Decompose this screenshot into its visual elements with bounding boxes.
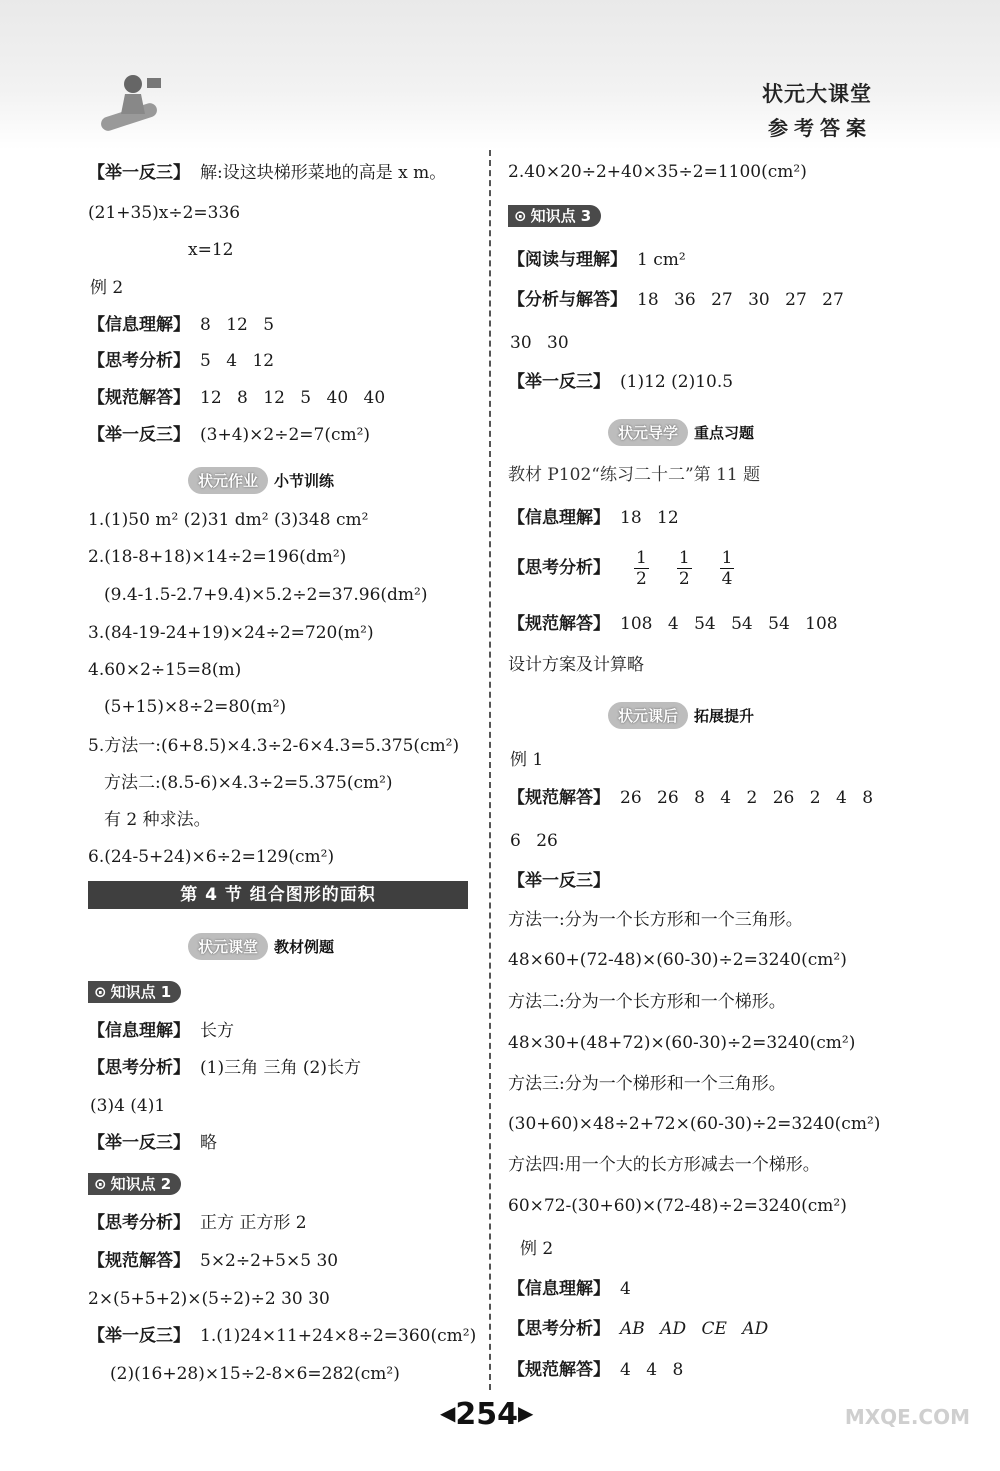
tag: 【信息理解】 xyxy=(508,508,610,528)
tag: 【规范解答】 xyxy=(508,1360,610,1380)
answer-row xyxy=(88,1060,361,1077)
answer-row xyxy=(88,1215,307,1232)
badge-label: 知识点 1 xyxy=(110,983,172,1001)
tag: 【分析与解答】 xyxy=(508,290,627,310)
answer-row xyxy=(508,1362,683,1379)
answer-row xyxy=(508,873,620,890)
section-header xyxy=(188,933,334,961)
column-divider xyxy=(489,150,491,1390)
answer-text: 略 xyxy=(200,1133,217,1153)
fraction-numerator: 1 xyxy=(721,548,733,568)
section-header xyxy=(608,419,754,447)
section-pill: 状元课堂 xyxy=(188,933,268,960)
answer-text: 18 36 27 30 27 27 xyxy=(637,290,844,310)
answer-line: 4.60×2÷15=8(m) xyxy=(88,660,242,680)
example-label: 例 2 xyxy=(520,1239,554,1259)
brand-title: 状元大课堂 xyxy=(762,82,872,106)
answer-row xyxy=(88,1135,217,1152)
answer-row xyxy=(88,1328,476,1345)
fraction xyxy=(677,548,692,589)
answer-text: 1 cm² xyxy=(637,250,686,270)
fraction-denominator: 2 xyxy=(678,569,690,589)
answer-text: 108 4 54 54 54 108 xyxy=(620,614,838,634)
tag: 【举一反三】 xyxy=(508,372,610,392)
equation: (21+35)x÷2=336 xyxy=(88,203,241,223)
answer-text: 18 12 xyxy=(620,508,679,528)
tag: 【思考分析】 xyxy=(508,1319,610,1339)
section-header xyxy=(608,702,754,730)
example-label: 例 2 xyxy=(90,278,124,298)
fraction xyxy=(634,548,649,589)
tag: 【信息理解】 xyxy=(88,315,190,335)
section-pill: 状元导学 xyxy=(608,419,688,446)
answer-line: 2×(5+5+2)×(5÷2)÷2 30 30 xyxy=(88,1289,330,1309)
fraction-denominator: 2 xyxy=(636,569,647,589)
answer-row xyxy=(508,790,873,807)
answer-text: (1)12 (2)10.5 xyxy=(620,372,734,392)
tag: 【信息理解】 xyxy=(88,1021,190,1041)
tag: 【思考分析】 xyxy=(88,351,190,371)
tag: 【举一反三】 xyxy=(88,1326,190,1346)
section-subtitle: 小节训练 xyxy=(274,472,335,490)
answer-text: 8 12 5 xyxy=(200,315,275,335)
answer-text: 解:设这块梯形菜地的高是 x m。 xyxy=(200,163,447,183)
answer-row xyxy=(508,292,844,309)
answer-line: 6 26 xyxy=(510,831,558,851)
watermark: MXQE.COM xyxy=(844,1405,970,1429)
answer-line: 方法二:(8.5-6)×4.3÷2=5.375(cm²) xyxy=(104,773,393,793)
answer-row xyxy=(508,374,733,391)
example-label: 例 1 xyxy=(510,750,544,770)
answer-row xyxy=(88,317,274,334)
answer-text: 4 4 8 xyxy=(620,1360,684,1380)
answer-line: 30 30 xyxy=(510,333,569,353)
answer-row xyxy=(88,390,385,407)
answer-row xyxy=(88,353,274,370)
answer-line: 6.(24-5+24)×6÷2=129(cm²) xyxy=(88,847,335,867)
answer-text: 1.(1)24×11+24×8÷2=360(cm²) xyxy=(200,1326,477,1346)
section-subtitle: 拓展提升 xyxy=(694,707,755,725)
tag: 【信息理解】 xyxy=(508,1279,610,1299)
tag: 【举一反三】 xyxy=(88,425,190,445)
answer-text: 26 26 8 4 2 26 2 4 8 xyxy=(620,788,874,808)
answer-row xyxy=(88,427,370,444)
answer-text: 4 xyxy=(620,1279,631,1299)
tag: 【举一反三】 xyxy=(88,1133,190,1153)
section-subtitle: 教材例题 xyxy=(274,938,335,956)
badge-label: 知识点 3 xyxy=(530,207,592,225)
answer-text: 12 8 12 5 40 40 xyxy=(200,388,386,408)
circle-arrow-icon: ⊙ xyxy=(514,207,527,225)
method-formula: (30+60)×48÷2+72×(60-30)÷2=3240(cm²) xyxy=(508,1114,881,1134)
fraction-numerator: 1 xyxy=(678,548,690,568)
method-label: 方法四:用一个大的长方形减去一个梯形。 xyxy=(508,1155,820,1175)
left-line-1 xyxy=(88,165,446,182)
section-subtitle: 重点习题 xyxy=(694,424,755,442)
answer-line: 2.(18-8+18)×14÷2=196(dm²) xyxy=(88,547,347,567)
answer-text: 5 4 12 xyxy=(200,351,275,371)
answer-line: 设计方案及计算略 xyxy=(508,655,644,675)
fraction xyxy=(720,548,735,589)
tag: 【规范解答】 xyxy=(508,788,610,808)
method-label: 方法三:分为一个梯形和一个三角形。 xyxy=(508,1074,786,1094)
answer-row xyxy=(508,616,838,633)
tag: 【规范解答】 xyxy=(88,1251,190,1271)
answer-row xyxy=(508,548,748,589)
tag: 【规范解答】 xyxy=(508,614,610,634)
answer-text: 正方 正方形 2 xyxy=(200,1213,307,1233)
badge-label: 知识点 2 xyxy=(110,1175,172,1193)
knowledge-point-badge xyxy=(508,205,601,227)
answer-text: 5×2÷2+5×5 30 xyxy=(200,1251,339,1271)
section-header xyxy=(188,467,334,495)
brand-subtitle: 参考答案 xyxy=(768,116,872,140)
tag: 【举一反三】 xyxy=(508,871,610,891)
answer-line: 有 2 种求法。 xyxy=(104,810,211,830)
answer-line: (9.4-1.5-2.7+9.4)×5.2÷2=37.96(dm²) xyxy=(104,585,428,605)
answer-text: (3+4)×2÷2=7(cm²) xyxy=(200,425,371,445)
answer-row xyxy=(88,1253,338,1270)
textbook-reference: 教材 P102“练习二十二”第 11 题 xyxy=(508,465,761,485)
method-label: 方法二:分为一个长方形和一个梯形。 xyxy=(508,992,786,1012)
answer-line: 3.(84-19-24+19)×24÷2=720(m²) xyxy=(88,623,374,643)
brand xyxy=(762,78,872,141)
answer-text: 长方 xyxy=(200,1021,234,1041)
fraction-numerator: 1 xyxy=(636,548,647,568)
tag: 【思考分析】 xyxy=(88,1058,190,1078)
answer-line: 2.40×20÷2+40×35÷2=1100(cm²) xyxy=(508,162,807,182)
answer-line: (3)4 (4)1 xyxy=(90,1096,166,1116)
method-formula: 60×72-(30+60)×(72-48)÷2=3240(cm²) xyxy=(508,1196,847,1216)
answer-text: AB AD CE AD xyxy=(620,1319,769,1339)
page-number xyxy=(440,1397,533,1432)
answer-line: (2)(16+28)×15÷2-8×6=282(cm²) xyxy=(110,1364,400,1384)
mascot-icon xyxy=(95,68,175,138)
tag: 【思考分析】 xyxy=(508,558,610,578)
answer-row xyxy=(508,1281,631,1298)
section-pill: 状元课后 xyxy=(608,702,688,729)
answer-line: (5+15)×8÷2=80(m²) xyxy=(104,697,287,717)
left-triangle-icon: ◀ xyxy=(440,1401,456,1425)
knowledge-point-badge xyxy=(88,1173,181,1195)
circle-arrow-icon: ⊙ xyxy=(94,1175,107,1193)
circle-arrow-icon: ⊙ xyxy=(94,983,107,1001)
section-pill: 状元作业 xyxy=(188,467,268,494)
section-title-bar: 第 4 节 组合图形的面积 xyxy=(88,881,468,909)
knowledge-point-badge xyxy=(88,981,181,1003)
answer-row xyxy=(508,252,686,269)
method-formula: 48×30+(48+72)×(60-30)÷2=3240(cm²) xyxy=(508,1033,856,1053)
answer-row xyxy=(508,1321,768,1338)
equation: x=12 xyxy=(188,240,234,260)
method-label: 方法一:分为一个长方形和一个三角形。 xyxy=(508,910,803,930)
tag: 【规范解答】 xyxy=(88,388,190,408)
answer-line: 1.(1)50 m² (2)31 dm² (3)348 cm² xyxy=(88,510,369,530)
answer-text: (1)三角 三角 (2)长方 xyxy=(200,1058,361,1078)
tag: 【阅读与理解】 xyxy=(508,250,627,270)
right-triangle-icon: ▶ xyxy=(518,1401,534,1425)
answer-line: 5.方法一:(6+8.5)×4.3÷2-6×4.3=5.375(cm²) xyxy=(88,736,460,756)
fraction-denominator: 4 xyxy=(721,569,733,589)
tag: 【举一反三】 xyxy=(88,163,190,183)
tag: 【思考分析】 xyxy=(88,1213,190,1233)
answer-row xyxy=(508,510,679,527)
answer-row xyxy=(88,1023,234,1040)
page-number-value: 254 xyxy=(455,1397,519,1432)
method-formula: 48×60+(72-48)×(60-30)÷2=3240(cm²) xyxy=(508,950,847,970)
